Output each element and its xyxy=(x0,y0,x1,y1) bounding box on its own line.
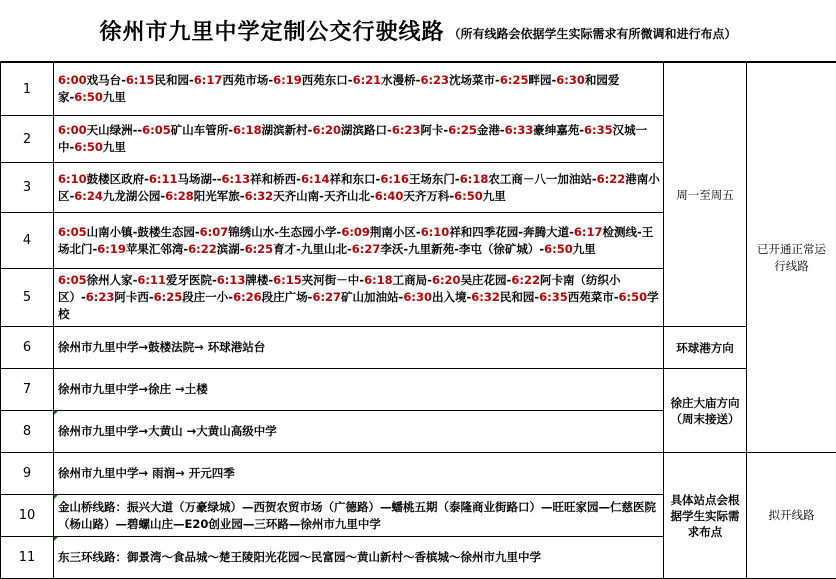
table-row xyxy=(1,327,836,369)
stop-name: 吴庄花园- xyxy=(461,273,512,287)
stop-name: 矿山加油站- xyxy=(341,290,403,304)
departure-time: 6:10 xyxy=(421,225,450,239)
table-row xyxy=(1,369,836,411)
stop-name: 西苑市场- xyxy=(222,73,273,87)
departure-time: 6:05 xyxy=(58,273,87,287)
weekday-cell: 周一至周五 xyxy=(664,63,747,327)
departure-time: 6:27 xyxy=(352,242,381,256)
stop-name: 戏马台- xyxy=(87,73,126,87)
route-stops xyxy=(54,213,664,269)
departure-time: 6:24 xyxy=(74,189,103,203)
departure-time: 6:05 xyxy=(58,225,87,239)
stop-name: 阿卡- xyxy=(420,123,448,137)
title-bar xyxy=(0,0,836,62)
stop-name: 徐州人家- xyxy=(87,273,138,287)
stop-name: 九里 xyxy=(103,140,126,154)
stop-name: 出入境- xyxy=(432,290,471,304)
stop-name: 九里 xyxy=(103,90,126,104)
departure-time: 6:16 xyxy=(380,172,409,186)
page-subtitle: （所有线路会依据学生实际需求有所微调和进行布点） xyxy=(449,25,737,42)
stop-name: 天山绿洲-- xyxy=(87,123,143,137)
departure-time: 6:18 xyxy=(233,123,262,137)
stop-name: 天齐山南-天齐山北- xyxy=(273,189,375,203)
departure-time: 6:27 xyxy=(312,290,341,304)
stop-name: 西苑东口- xyxy=(302,73,353,87)
departure-time: 6:40 xyxy=(375,189,404,203)
departure-time: 6:19 xyxy=(97,242,126,256)
departure-time: 6:05 xyxy=(142,123,171,137)
stop-name: 矿山车管所- xyxy=(171,123,233,137)
stop-name: 九龙湖公园- xyxy=(103,189,165,203)
departure-time: 6:10 xyxy=(58,172,87,186)
stop-name: 沈场菜市- xyxy=(449,73,500,87)
status-proposed: 拟开线路 xyxy=(747,453,836,579)
route-stops: 东三环线路：御景湾～食品城～楚王陵阳光花园～民富园～黄山新村～香槟城～徐州市九里中学 xyxy=(54,537,664,579)
route-number: 8 xyxy=(1,411,54,453)
stop-name: 祥和东口- xyxy=(330,172,381,186)
stop-name: 段庄一小- xyxy=(182,290,233,304)
departure-time: 6:09 xyxy=(341,225,370,239)
stop-name: 民和园- xyxy=(500,290,539,304)
stop-name: 水漫桥- xyxy=(381,73,420,87)
stop-name: 农工商－八一加油站- xyxy=(488,172,596,186)
route-number: 10 xyxy=(1,495,54,537)
departure-time: 6:20 xyxy=(432,273,461,287)
stop-name: 荆南小区- xyxy=(370,225,421,239)
stop-name: 工商局- xyxy=(393,273,432,287)
departure-time: 6:18 xyxy=(364,273,393,287)
stop-name: 王场东门- xyxy=(409,172,460,186)
route-stops xyxy=(54,116,664,163)
departure-time: 6:30 xyxy=(403,290,432,304)
departure-time: 6:14 xyxy=(301,172,330,186)
departure-time: 6:25 xyxy=(154,290,183,304)
departure-time: 6:23 xyxy=(420,73,449,87)
route-stops: 金山桥线路：振兴大道（万豪绿城）—西贺农贸市场（广德路）—蟠桃五期（泰隆商业街路口）—旺旺家园—仁慈医院（杨山路）—碧螺山庄—E20创业园—三环路—徐州市九里中学 xyxy=(54,495,664,537)
table-row xyxy=(1,63,836,116)
departure-time: 6:32 xyxy=(245,189,274,203)
table-row xyxy=(1,453,836,495)
stop-name: 汉城一中- xyxy=(58,123,647,154)
stop-name: 九里 xyxy=(573,242,596,256)
departure-time: 6:25 xyxy=(448,123,477,137)
departure-time: 6:11 xyxy=(149,172,178,186)
stop-name: 豪绅嘉苑- xyxy=(533,123,584,137)
stop-name: 锦绣山水-生态园小学- xyxy=(228,225,341,239)
route-number: 4 xyxy=(1,213,54,269)
departure-time: 6:35 xyxy=(539,290,568,304)
departure-time: 6:50 xyxy=(544,242,573,256)
route-stops: 徐州市九里中学→鼓楼法院→ 环球港站台 xyxy=(54,327,664,369)
departure-time: 6:07 xyxy=(200,225,229,239)
departure-time: 6:17 xyxy=(194,73,223,87)
departure-time: 6:00 xyxy=(58,73,87,87)
route-number: 5 xyxy=(1,269,54,327)
departure-time: 6:33 xyxy=(505,123,534,137)
stop-name: 阿卡西- xyxy=(114,290,153,304)
departure-time: 6:30 xyxy=(556,73,585,87)
departure-time: 6:32 xyxy=(471,290,500,304)
departure-time: 6:17 xyxy=(574,225,603,239)
stop-name: 段庄广场- xyxy=(262,290,313,304)
departure-time: 6:15 xyxy=(273,273,302,287)
stop-name: 阿卡南（纺织小区）- xyxy=(58,273,620,304)
departure-time: 6:19 xyxy=(273,73,302,87)
route-number: 2 xyxy=(1,116,54,163)
route-stops xyxy=(54,63,664,116)
stop-name: 牌楼- xyxy=(245,273,273,287)
departure-time: 6:28 xyxy=(165,189,194,203)
xuzhuang-direction-cell: 徐庄大庙方向（周末接送） xyxy=(664,369,747,453)
route-stops xyxy=(54,163,664,213)
route-number: 3 xyxy=(1,163,54,213)
departure-time: 6:21 xyxy=(353,73,382,87)
departure-time: 6:00 xyxy=(58,123,87,137)
stop-name: 湖滨路口- xyxy=(341,123,392,137)
stop-name: 夹河街－中- xyxy=(302,273,364,287)
stop-name: 爱牙医院- xyxy=(166,273,217,287)
stop-name: 港南小区- xyxy=(58,172,660,203)
stop-name: 金港- xyxy=(477,123,505,137)
departure-time: 6:22 xyxy=(188,242,217,256)
route-number: 11 xyxy=(1,537,54,579)
stop-name: 西苑菜市- xyxy=(568,290,619,304)
planned-stops-cell: 具体站点会根据学生实际需求布点 xyxy=(664,453,747,579)
stop-name: 检测线-王场北门- xyxy=(58,225,653,256)
route-number: 1 xyxy=(1,63,54,116)
departure-time: 6:15 xyxy=(126,73,155,87)
stop-name: 湖滨新村- xyxy=(262,123,313,137)
stop-name: 山南小镇-鼓楼生态园- xyxy=(87,225,200,239)
stop-name: 滨湖- xyxy=(217,242,245,256)
stop-name: 马场湖-- xyxy=(178,172,222,186)
route-number: 9 xyxy=(1,453,54,495)
departure-time: 6:22 xyxy=(511,273,540,287)
departure-time: 6:11 xyxy=(137,273,166,287)
stop-name: 祥和桥西- xyxy=(250,172,301,186)
route-number: 7 xyxy=(1,369,54,411)
route-stops: 徐州市九里中学→徐庄 →土楼 xyxy=(54,369,664,411)
departure-time: 6:20 xyxy=(312,123,341,137)
stop-name: 祥和四季花园-奔腾大道- xyxy=(449,225,574,239)
departure-time: 6:25 xyxy=(500,73,529,87)
stop-name: 畔园- xyxy=(528,73,556,87)
stop-name: 天齐万科- xyxy=(403,189,454,203)
route-number: 6 xyxy=(1,327,54,369)
route-table xyxy=(0,62,836,579)
departure-time: 6:23 xyxy=(86,290,115,304)
departure-time: 6:23 xyxy=(392,123,421,137)
huanqiu-direction-cell: 环球港方向 xyxy=(664,327,747,369)
stop-name: 苹果汇邻湾- xyxy=(126,242,188,256)
departure-time: 6:22 xyxy=(597,172,626,186)
departure-time: 6:50 xyxy=(619,290,648,304)
stop-name: 民和园- xyxy=(155,73,194,87)
stop-name: 育才-九里山北- xyxy=(273,242,352,256)
stop-name: 和园爱家- xyxy=(58,73,619,104)
departure-time: 6:13 xyxy=(222,172,251,186)
departure-time: 6:50 xyxy=(74,140,103,154)
route-stops: 徐州市九里中学→ 雨润→ 开元四季 xyxy=(54,453,664,495)
stop-name: 学校 xyxy=(58,290,659,321)
departure-time: 6:26 xyxy=(233,290,262,304)
departure-time: 6:13 xyxy=(217,273,246,287)
stop-name: 鼓楼区政府- xyxy=(87,172,149,186)
departure-time: 6:18 xyxy=(460,172,489,186)
page-title: 徐州市九里中学定制公交行驶线路 xyxy=(99,15,444,46)
route-stops xyxy=(54,269,664,327)
stop-name: 李沃-九里新苑-李屯（徐矿城）- xyxy=(380,242,544,256)
departure-time: 6:35 xyxy=(584,123,613,137)
departure-time: 6:50 xyxy=(74,90,103,104)
departure-time: 6:50 xyxy=(454,189,483,203)
stop-name: 九里 xyxy=(483,189,506,203)
status-open: 已开通正常运行线路 xyxy=(747,63,836,453)
route-stops: 徐州市九里中学→大黄山 →大黄山高级中学 xyxy=(54,411,664,453)
stop-name: 阳光军旅- xyxy=(194,189,245,203)
departure-time: 6:25 xyxy=(245,242,274,256)
